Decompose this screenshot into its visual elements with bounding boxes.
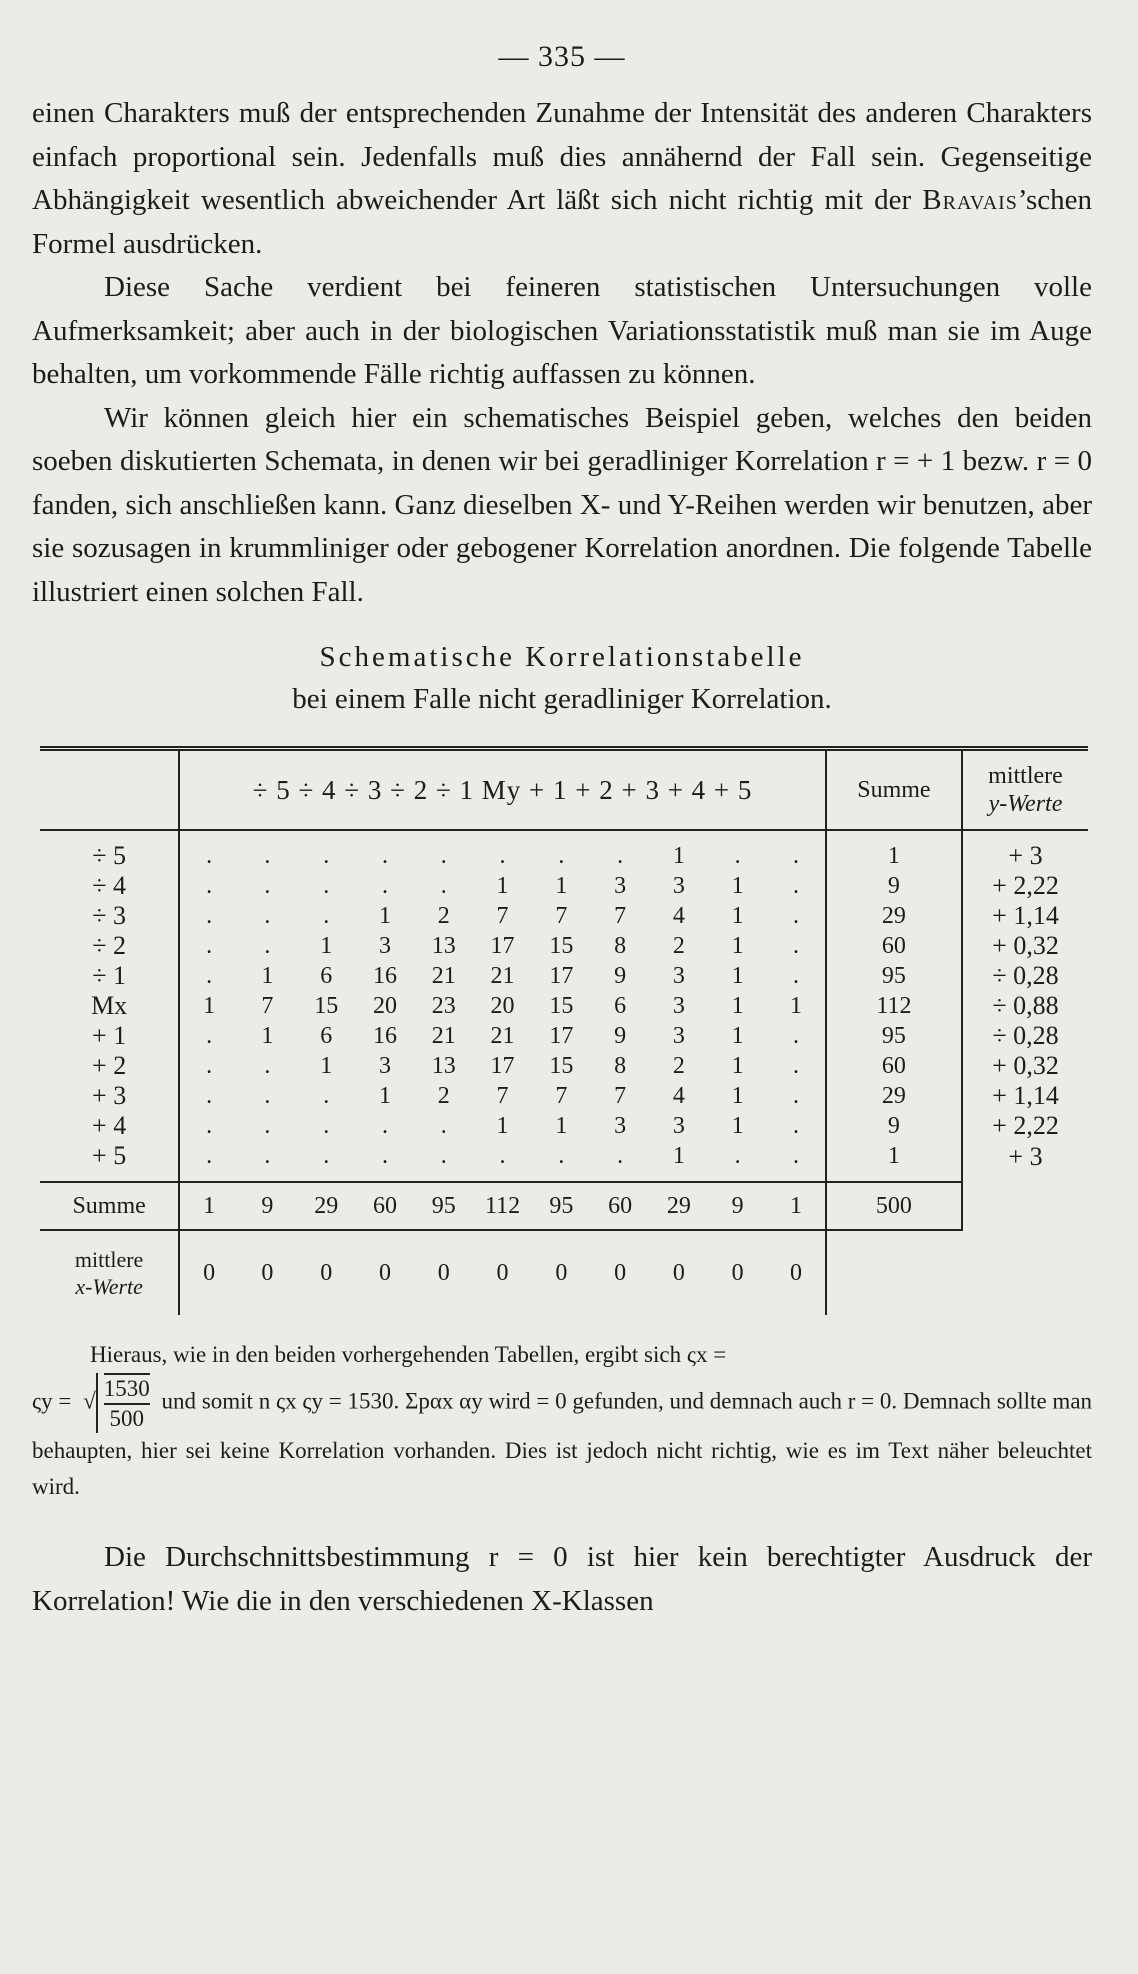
row-label: ÷ 2 xyxy=(40,931,179,961)
table-body xyxy=(40,830,1088,1182)
table-cell: 7 xyxy=(555,1082,568,1109)
sum-cell: 60 xyxy=(591,1182,650,1230)
table-row xyxy=(40,830,1088,871)
row-label: ÷ 1 xyxy=(40,961,179,991)
table-cell: 13 xyxy=(431,932,456,959)
table-cell: 3 xyxy=(672,1112,685,1139)
row-sum: 9 xyxy=(826,871,962,901)
table-corner xyxy=(40,749,179,831)
table-cell: 3 xyxy=(672,1022,685,1049)
paragraph-1-text: einen Charakters muß der entsprechenden Zunahme der Intensität des anderen Charakters einfach proportional sein. Jedenfalls muß dies annähernd der Fall sein. Gegenseitige Abhängigkeit wesentlich abweichender Art läßt sich nicht richtig mit der xyxy=(32,97,1092,216)
table-sum-row xyxy=(40,1182,1088,1230)
table-cell: . xyxy=(264,1142,271,1169)
table-cell: . xyxy=(440,842,447,869)
table-row xyxy=(40,901,1088,931)
table-cell: . xyxy=(440,872,447,899)
table-cell: 7 xyxy=(496,902,509,929)
table-cell: 6 xyxy=(320,962,333,989)
row-mean-y: + 3 xyxy=(1008,1141,1043,1171)
table-cell: 17 xyxy=(490,932,515,959)
table-cell: . xyxy=(381,1112,388,1139)
table-cell: 21 xyxy=(490,962,515,989)
table-cell: . xyxy=(792,842,799,869)
table-cell: 15 xyxy=(549,1052,574,1079)
table-cell: . xyxy=(381,842,388,869)
table-cell: 1 xyxy=(555,872,568,899)
table-cell: . xyxy=(734,1142,741,1169)
paragraph-3: Wir können gleich hier ein schematisches Beispiel geben, welches den beiden soeben diskutierten Schemata, in denen wir bei geradliniger Korrelation r = + 1 bezw. r = 0 fanden, sich anschließen kann. Ganz dieselben X- und Y-Reihen werden wir benutzen, aber sie sozusagen in krummliniger oder gebogener Korrelation anordnen. Die folgende Tabelle illustriert einen solchen Fall. xyxy=(32,401,1092,608)
table-cell: 1 xyxy=(731,962,744,989)
table-cell: 1 xyxy=(731,1022,744,1049)
table-cell: . xyxy=(323,872,330,899)
table-cell: . xyxy=(499,842,506,869)
table-cell: . xyxy=(734,842,741,869)
table-cell: 1 xyxy=(496,872,509,899)
table-cell: 2 xyxy=(437,902,450,929)
note-part2: ςy = xyxy=(32,1388,72,1414)
table-cell: 6 xyxy=(320,1022,333,1049)
page-number: — 335 — xyxy=(498,40,626,73)
row-mean-y: + 1,14 xyxy=(992,901,1059,930)
table-cell: . xyxy=(206,962,213,989)
table-cell: 1 xyxy=(731,992,744,1019)
table-cell: 23 xyxy=(431,992,456,1019)
table-cell: . xyxy=(264,842,271,869)
table-cell: . xyxy=(206,872,213,899)
table-cell: . xyxy=(264,932,271,959)
table-cell: 4 xyxy=(672,1082,685,1109)
row-sum: 95 xyxy=(826,1021,962,1051)
row-label: + 5 xyxy=(40,1141,179,1182)
sum-cell: 95 xyxy=(414,1182,473,1230)
page xyxy=(32,30,1092,1623)
table-cell: 1 xyxy=(731,1052,744,1079)
table-cell: 16 xyxy=(372,962,397,989)
table-cell: . xyxy=(206,1022,213,1049)
table-cell: . xyxy=(792,932,799,959)
row-mean-y: ÷ 0,28 xyxy=(992,1021,1059,1050)
table-cell: 7 xyxy=(614,902,627,929)
table-row xyxy=(40,961,1088,991)
table-cell: . xyxy=(206,842,213,869)
table-row xyxy=(40,991,1088,1021)
sum-cell: 60 xyxy=(356,1182,415,1230)
table-cell: . xyxy=(499,1142,506,1169)
table-cell: . xyxy=(792,1022,799,1049)
table-cell: 7 xyxy=(555,902,568,929)
table-cell: 1 xyxy=(731,872,744,899)
table-cell: . xyxy=(206,1082,213,1109)
mean-x-label-line2: x-Werte xyxy=(75,1274,143,1299)
mean-x-cell: 0 xyxy=(614,1259,627,1286)
table-cell: 17 xyxy=(549,962,574,989)
table-cell: . xyxy=(617,1142,624,1169)
table-cell: . xyxy=(323,1142,330,1169)
row-label: + 4 xyxy=(40,1111,179,1141)
table-cell: 1 xyxy=(731,902,744,929)
table-cell: . xyxy=(323,1082,330,1109)
row-mean-y: + 3 xyxy=(1008,841,1043,870)
sum-cell: 1 xyxy=(767,1182,826,1230)
mean-x-cell: 0 xyxy=(203,1259,216,1286)
table-cell: 1 xyxy=(203,992,216,1019)
note-part1: Hieraus, wie in den beiden vorhergehenden Tabellen, ergibt sich ςx = xyxy=(90,1342,727,1367)
row-mean-y: + 0,32 xyxy=(992,1051,1059,1080)
final-paragraph: Die Durchschnittsbestimmung r = 0 ist hier kein berechtigter Ausdruck der Korrelation! Wie die in den verschiedenen X-Klassen xyxy=(32,1541,1092,1617)
row-sum: 29 xyxy=(826,1081,962,1111)
table-row xyxy=(40,871,1088,901)
row-label: Mx xyxy=(40,991,179,1021)
row-label: + 1 xyxy=(40,1021,179,1051)
correlation-table xyxy=(40,746,1088,1315)
table-cell: . xyxy=(440,1142,447,1169)
table-cell: 3 xyxy=(614,872,627,899)
table-note xyxy=(32,1337,1092,1505)
table-cell: 17 xyxy=(549,1022,574,1049)
sum-cell: 1 xyxy=(179,1182,238,1230)
table-row xyxy=(40,1021,1088,1051)
table-cell: 20 xyxy=(490,992,515,1019)
row-mean-y: + 2,22 xyxy=(992,1111,1059,1140)
table-cell: . xyxy=(323,902,330,929)
table-cell: 3 xyxy=(672,992,685,1019)
table-cell: . xyxy=(206,932,213,959)
table-cell: 1 xyxy=(731,1082,744,1109)
table-cell: . xyxy=(792,1112,799,1139)
sum-cell: 9 xyxy=(238,1182,297,1230)
sum-cell: 112 xyxy=(473,1182,532,1230)
table-cell: . xyxy=(264,1082,271,1109)
table-cell: . xyxy=(323,1112,330,1139)
table-cell: 1 xyxy=(555,1112,568,1139)
table-cell: 21 xyxy=(431,1022,456,1049)
table-cell: . xyxy=(264,1112,271,1139)
table-cell: . xyxy=(323,842,330,869)
table-row xyxy=(40,1141,1088,1182)
table-sum-header: Summe xyxy=(826,749,962,831)
sum-cell: 29 xyxy=(297,1182,356,1230)
table-cell: 1 xyxy=(731,932,744,959)
table-cell: 9 xyxy=(614,1022,627,1049)
table-cell: 8 xyxy=(614,1052,627,1079)
mean-x-cell: 0 xyxy=(731,1259,744,1286)
row-mean-y: + 2,22 xyxy=(992,871,1059,900)
table-cell: . xyxy=(792,872,799,899)
table-cell: 15 xyxy=(549,992,574,1019)
row-label: + 3 xyxy=(40,1081,179,1111)
table-cell: . xyxy=(440,1112,447,1139)
row-sum: 112 xyxy=(826,991,962,1021)
table-cell: . xyxy=(264,872,271,899)
table-cell: 7 xyxy=(496,1082,509,1109)
table-cell: . xyxy=(558,1142,565,1169)
row-sum: 9 xyxy=(826,1111,962,1141)
table-cell: . xyxy=(792,902,799,929)
table-cell: . xyxy=(792,1052,799,1079)
mean-x-label xyxy=(40,1230,179,1315)
table-cell: 6 xyxy=(614,992,627,1019)
table-subtitle: bei einem Falle nicht geradliniger Korrelation. xyxy=(292,683,832,715)
mean-x-cell: 0 xyxy=(789,1259,802,1286)
table-cell: 9 xyxy=(614,962,627,989)
row-mean-y: + 0,32 xyxy=(992,931,1059,960)
table-cell: . xyxy=(264,902,271,929)
table-cell: 13 xyxy=(431,1052,456,1079)
paragraph-1 xyxy=(32,92,1092,266)
table-column-header: ÷ 5 ÷ 4 ÷ 3 ÷ 2 ÷ 1 My + 1 + 2 + 3 + 4 + 5 xyxy=(179,749,826,831)
table-row xyxy=(40,1051,1088,1081)
mean-y-header-line1: mittlere xyxy=(988,763,1063,789)
table-cell: . xyxy=(206,902,213,929)
table-cell: 17 xyxy=(490,1052,515,1079)
table-cell: 1 xyxy=(378,1082,391,1109)
mean-x-cell: 0 xyxy=(378,1259,391,1286)
table-cell: 1 xyxy=(672,1142,685,1169)
row-sum: 60 xyxy=(826,931,962,961)
table-cell: 1 xyxy=(320,932,333,959)
row-mean-y: + 1,14 xyxy=(992,1081,1059,1110)
table-cell: 3 xyxy=(378,932,391,959)
table-cell: 15 xyxy=(314,992,339,1019)
table-cell: . xyxy=(792,1082,799,1109)
row-mean-y: ÷ 0,88 xyxy=(992,991,1059,1020)
table-cell: 15 xyxy=(549,932,574,959)
fraction-numerator: 1530 xyxy=(104,1373,150,1405)
table-cell: . xyxy=(381,872,388,899)
sum-cell: 9 xyxy=(708,1182,767,1230)
sqrt-fraction: √ $\frac{1530}{500}$ xyxy=(83,1373,150,1433)
mean-x-cell: 0 xyxy=(261,1259,274,1286)
table-cell: 2 xyxy=(437,1082,450,1109)
table-cell: . xyxy=(206,1052,213,1079)
table-cell: 3 xyxy=(614,1112,627,1139)
sum-total: 500 xyxy=(826,1182,962,1230)
table-mean-x-row xyxy=(40,1230,1088,1315)
mean-x-cell: 0 xyxy=(320,1259,333,1286)
mean-x-cell: 0 xyxy=(437,1259,450,1286)
table-cell: 2 xyxy=(672,932,685,959)
row-label: ÷ 4 xyxy=(40,871,179,901)
mean-y-header-line2: y-Werte xyxy=(988,791,1063,817)
table-cell: 16 xyxy=(372,1022,397,1049)
table-cell: 8 xyxy=(614,932,627,959)
table-cell: 3 xyxy=(672,962,685,989)
table-cell: . xyxy=(381,1142,388,1169)
table-cell: 7 xyxy=(614,1082,627,1109)
table-cell: . xyxy=(264,1052,271,1079)
table-row xyxy=(40,1081,1088,1111)
table-cell: 1 xyxy=(731,1112,744,1139)
mean-x-cell: 0 xyxy=(672,1259,685,1286)
table-cell: 1 xyxy=(261,962,274,989)
table-row xyxy=(40,1111,1088,1141)
table-cell: 2 xyxy=(672,1052,685,1079)
table-cell: 1 xyxy=(261,1022,274,1049)
table-row xyxy=(40,931,1088,961)
mean-x-label-line1: mittlere xyxy=(74,1247,144,1272)
paragraph-2: Diese Sache verdient bei feineren statistischen Untersuchungen volle Aufmerksamkeit; aber auch in der biologischen Variationsstatistik muß man sie im Auge behalten, um vorkommende Fälle richtig auffassen zu können. xyxy=(32,271,1092,390)
author-name: Bravais xyxy=(922,184,1018,216)
row-label: ÷ 3 xyxy=(40,901,179,931)
row-label: + 2 xyxy=(40,1051,179,1081)
table-cell: 20 xyxy=(372,992,397,1019)
table-cell: . xyxy=(617,842,624,869)
table-cell: 4 xyxy=(672,902,685,929)
table-cell: 1 xyxy=(672,842,685,869)
table-cell: . xyxy=(206,1142,213,1169)
mean-x-cell: 0 xyxy=(496,1259,509,1286)
row-sum: 95 xyxy=(826,961,962,991)
row-sum: 1 xyxy=(826,1141,962,1182)
table-cell: 3 xyxy=(378,1052,391,1079)
table-cell: 1 xyxy=(378,902,391,929)
sum-cell: 29 xyxy=(650,1182,709,1230)
row-sum: 60 xyxy=(826,1051,962,1081)
table-cell: 1 xyxy=(496,1112,509,1139)
table-cell: 3 xyxy=(672,872,685,899)
paragraph-1-end: ’schen Formel ausdrücken. xyxy=(32,184,1093,260)
table-cell: 21 xyxy=(490,1022,515,1049)
row-mean-y: ÷ 0,28 xyxy=(992,961,1059,990)
table-cell: 7 xyxy=(261,992,274,1019)
table-cell: . xyxy=(792,962,799,989)
row-sum: 1 xyxy=(826,830,962,871)
table-cell: . xyxy=(558,842,565,869)
note-part3: und somit n ςx ςy = 1530. Σpαx αy wird = 0 gefunden, und demnach auch r = 0. Demnach sollte man behaupten, hier sei keine Korrelation vorhanden. Dies ist jedoch nicht richtig, wie es im Text näher beleuchtet wird. xyxy=(32,1388,1093,1499)
table-cell: . xyxy=(792,1142,799,1169)
sum-row-label: Summe xyxy=(40,1182,179,1230)
fraction-denominator: 500 xyxy=(109,1406,145,1431)
table-cell: . xyxy=(206,1112,213,1139)
sum-cell: 95 xyxy=(532,1182,591,1230)
table-cell: 1 xyxy=(789,992,802,1019)
table-cell: 21 xyxy=(431,962,456,989)
table-cell: 1 xyxy=(320,1052,333,1079)
row-sum: 29 xyxy=(826,901,962,931)
table-title: Schematische Korrelationstabelle xyxy=(319,641,805,673)
table-mean-y-header xyxy=(962,749,1088,831)
row-label: ÷ 5 xyxy=(40,830,179,871)
mean-x-cell: 0 xyxy=(555,1259,568,1286)
